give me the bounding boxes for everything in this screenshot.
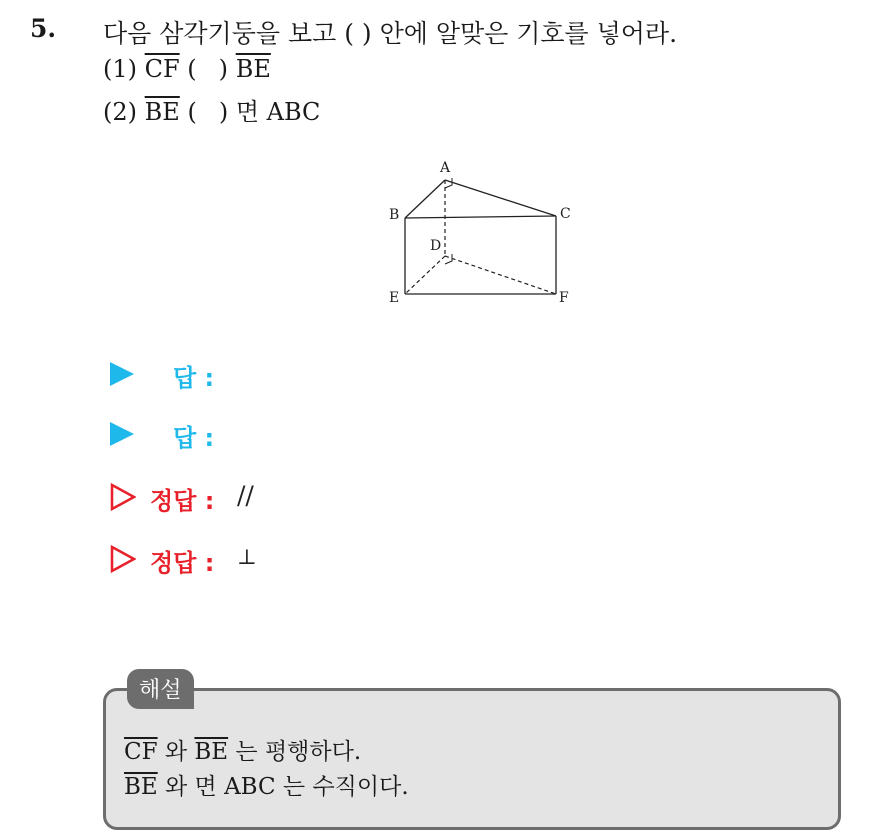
vertex-label-f: F <box>559 290 569 306</box>
edge-ab <box>405 180 445 218</box>
blank-close: ) <box>218 55 229 83</box>
question-prompt: 다음 삼각기둥을 보고 ( ) 안에 알맞은 기호를 넣어라. <box>103 19 678 48</box>
answer-label: 답 : <box>173 364 215 392</box>
vertex-label-d: D <box>430 238 442 254</box>
answer-marker-icon <box>110 362 134 386</box>
answer-label: 답 : <box>173 424 215 452</box>
sub-question-1 <box>103 55 271 83</box>
correct-answer-value: ⊥ <box>237 545 257 569</box>
edge-df-hidden <box>445 256 556 294</box>
sub-question-label: (2) <box>103 98 137 126</box>
edge-ac <box>445 180 556 216</box>
explanation-line-2 <box>124 768 409 801</box>
explanation-badge: 해설 <box>127 669 194 709</box>
edge-bc <box>405 216 556 218</box>
explanation-text: 는 평행하다. <box>235 739 362 765</box>
vertex-label-a: A <box>440 160 451 176</box>
vertex-label-c: C <box>560 206 571 222</box>
correct-marker-icon <box>110 545 136 573</box>
edge-de-hidden <box>405 256 445 294</box>
explanation-line-1 <box>124 733 361 766</box>
segment-cf: $\overline{CF}$ <box>124 739 158 765</box>
sub-question-label: (1) <box>103 55 137 83</box>
right-angle-mark-d <box>445 254 452 264</box>
blank-open: ( <box>187 98 197 126</box>
vertex-label-b: B <box>389 207 400 223</box>
blank-open: ( <box>187 55 197 83</box>
plane-abc-text: 면 ABC <box>235 98 321 126</box>
segment-be: $\overline{BE}$ <box>124 774 158 800</box>
sub-question-2 <box>103 92 320 127</box>
triangular-prism-figure <box>380 155 590 315</box>
correct-marker-icon <box>110 483 136 511</box>
segment-be: $\overline{BE}$ <box>144 98 180 126</box>
answer-marker-icon <box>110 422 134 446</box>
correct-answer-label: 정답 : <box>150 549 215 577</box>
blank-close: ) <box>218 98 229 126</box>
vertex-label-e: E <box>389 290 400 306</box>
right-angle-mark-a <box>445 178 452 188</box>
question-number: 5. <box>30 14 57 43</box>
explanation-text: 와 면 ABC 는 수직이다. <box>165 774 409 800</box>
correct-answer-value: // <box>237 481 254 510</box>
segment-be: $\overline{BE}$ <box>194 739 229 765</box>
segment-be: $\overline{BE}$ <box>235 55 271 83</box>
correct-answer-label: 정답 : <box>150 487 215 515</box>
explanation-text: 와 <box>164 739 188 765</box>
segment-cf: $\overline{CF}$ <box>144 55 180 83</box>
